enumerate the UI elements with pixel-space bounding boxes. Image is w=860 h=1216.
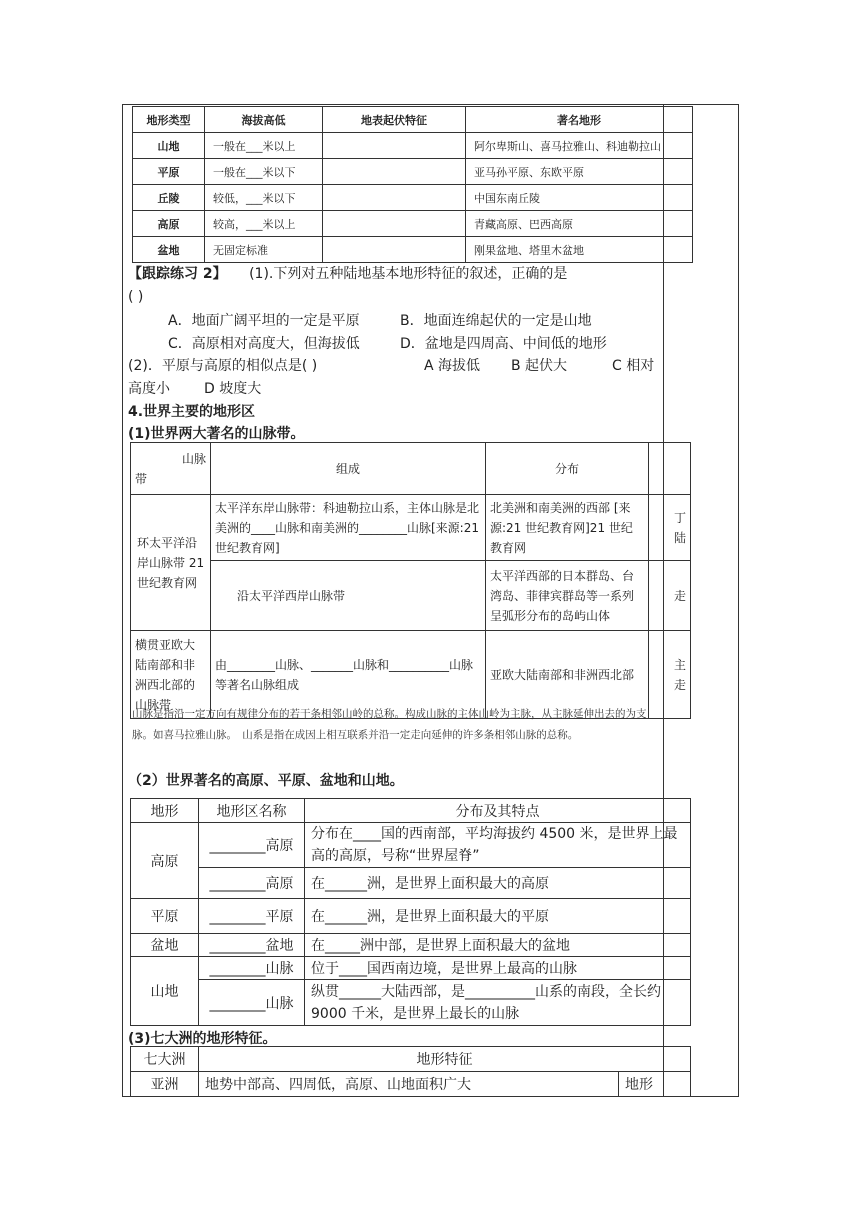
landform-examples: 阿尔卑斯山、喜马拉雅山、科迪勒拉山 [466, 133, 693, 159]
landform-relief [323, 237, 466, 263]
table-row [133, 133, 693, 159]
belt-name-eurasia: 横贯亚欧大陆南部和非洲西北部的山脉带 [131, 631, 211, 719]
landform-plateau: 高原 [131, 823, 199, 899]
header-cell: 著名地形 [466, 107, 693, 133]
extra-char: 丁 [673, 510, 686, 525]
pacific-west-composition: 沿太平洋西岸山脉带 [211, 561, 486, 631]
eurasia-composition: 由________山脉、_______山脉和__________山脉等著名山脉组成 [211, 631, 486, 719]
mountain-2-desc: 纵贯______大陆西部，是__________山系的南段，全长约 9000 千米，是世界上最长的山脉 [305, 980, 691, 1026]
exercise-q1-text: (1).下列对五种陆地基本地形特征的叙述，正确的是 [249, 266, 568, 282]
extra-char: 主 [673, 657, 686, 672]
landform-examples: 刚果盆地、塔里木盆地 [466, 237, 693, 263]
landform-examples: 青藏高原、巴西高原 [466, 211, 693, 237]
q2-option-b: B 起伏大 [511, 358, 568, 374]
mountain-2-name: ________山脉 [199, 980, 305, 1026]
option-a: A．地面广阔平坦的一定是平原 [168, 313, 360, 329]
header-cell: 海拔高低 [205, 107, 323, 133]
table-header-row [133, 107, 693, 133]
table-row [131, 495, 691, 561]
section-4-sub1: (1)世界两大著名的山脉带。 [128, 426, 305, 442]
landform-type: 盆地 [133, 237, 205, 263]
table-header-row [131, 443, 691, 495]
landform-altitude: 无固定标准 [205, 237, 323, 263]
landform-altitude: 较高，___米以上 [205, 211, 323, 237]
table-row [131, 561, 691, 631]
header-cell: 地形区名称 [199, 799, 305, 823]
landform-relief [323, 159, 466, 185]
landform-type: 平原 [133, 159, 205, 185]
mountain-belt-table [130, 442, 691, 719]
header-cell: 地形 [131, 799, 199, 823]
asia-features-tail: 地形 [619, 1072, 691, 1097]
option-d: D．盆地是四周高、中间低的地形 [400, 336, 607, 352]
mountain-1-desc: 位于____国西南边境，是世界上最高的山脉 [305, 957, 691, 980]
landform-altitude: 一般在___米以上 [205, 133, 323, 159]
content-area [128, 104, 686, 1097]
extra-cell [649, 495, 691, 561]
table-row [131, 934, 691, 957]
landform-relief [323, 211, 466, 237]
mountain-1-name: ________山脉 [199, 957, 305, 980]
section-4-sub2: （2）世界著名的高原、平原、盆地和山地。 [128, 773, 404, 789]
section-4-title: 4.世界主要的地形区 [128, 404, 256, 420]
header-cell: 地形类型 [133, 107, 205, 133]
extra-char: 走 [673, 677, 686, 692]
extra-char: 陆 [673, 530, 686, 545]
q2-option-c: C 相对 [612, 358, 655, 374]
table-header-row [131, 799, 691, 823]
landform-relief [323, 133, 466, 159]
eurasia-distribution: 亚欧大陆南部和非洲西北部 [486, 631, 649, 719]
continent-asia: 亚洲 [131, 1072, 199, 1097]
table-header-row [131, 1047, 691, 1072]
table-row [131, 980, 691, 1026]
exercise-q1-paren: ( ) [128, 289, 144, 305]
plain-name: ________平原 [199, 899, 305, 934]
header-cell: 分布及其特点 [305, 799, 691, 823]
pacific-west-distribution: 太平洋西部的日本群岛、台湾岛、菲律宾群岛等一系列呈弧形分布的岛屿山体 [486, 561, 649, 631]
header-extra [649, 443, 691, 495]
belt-name-pacific: 环太平洋沿岸山脉带 21 世纪教育网 [131, 495, 211, 631]
asia-features: 地势中部高、四周低，高原、山地面积广大 [199, 1072, 619, 1097]
landform-basin: 盆地 [131, 934, 199, 957]
exercise-q2-text: (2)．平原与高原的相似点是( ) [128, 358, 318, 374]
exercise-title: 【跟踪练习 2】 [128, 266, 227, 282]
plateau-2-name: ________高原 [199, 868, 305, 899]
landform-examples: 亚马孙平原、东欧平原 [466, 159, 693, 185]
pacific-east-distribution: 北美洲和南美洲的西部 [来源:21 世纪教育网]21 世纪教育网 [486, 495, 649, 561]
landform-table [132, 106, 693, 263]
landform-mountain: 山地 [131, 957, 199, 1026]
landform-type: 山地 [133, 133, 205, 159]
q2-option-d: D 坡度大 [204, 381, 262, 397]
basin-desc: 在_____洲中部，是世界上面积最大的盆地 [305, 934, 691, 957]
pacific-east-composition: 太平洋东岸山脉带：科迪勒拉山系，主体山脉是北美洲的____山脉和南美洲的________山脉[来源:21 世纪教育网] [211, 495, 486, 561]
landform-relief [323, 185, 466, 211]
basin-name: ________盆地 [199, 934, 305, 957]
section-4-sub3: (3)七大洲的地形特征。 [128, 1031, 277, 1047]
plateau-2-desc: 在______洲，是世界上面积最大的高原 [305, 868, 691, 899]
landform-type: 高原 [133, 211, 205, 237]
header-cell: 七大洲 [131, 1047, 199, 1072]
plateau-1-desc: 分布在____国的西南部，平均海拔约 4500 米，是世界上最高的高原，号称“世界屋脊” [305, 823, 691, 868]
table-row [131, 899, 691, 934]
landform-altitude: 较低，___米以下 [205, 185, 323, 211]
header-cell: 地形特征 [199, 1047, 691, 1072]
q2-option-a: A 海拔低 [424, 358, 481, 374]
plateau-1-name: ________高原 [199, 823, 305, 868]
header-cell: 地表起伏特征 [323, 107, 466, 133]
table-row [131, 957, 691, 980]
header-corner [131, 443, 211, 495]
option-b: B．地面连绵起伏的一定是山地 [400, 313, 592, 329]
exercise-question-1 [128, 263, 567, 285]
extra-cell: 走 [649, 561, 691, 631]
header-corner-bottom: 带 [135, 471, 148, 486]
table-row [133, 185, 693, 211]
option-c: C．高原相对高度大，但海拔低 [168, 336, 360, 352]
table-row [131, 1072, 691, 1097]
mountain-note: 山脉是指沿一定方向有规律分布的若干条相邻山岭的总称。构成山脉的主体山岭为主脉，从主脉延伸出去的为支脉。如喜马拉雅山脉。 山系是指在成因上相互联系并沿一定走向延伸的许多条相邻山脉的总称。 [132, 708, 647, 741]
landform-region-table [130, 798, 691, 1026]
table-row [131, 868, 691, 899]
table-row [133, 211, 693, 237]
table-row [133, 237, 693, 263]
table-row [131, 823, 691, 868]
landform-examples: 中国东南丘陵 [466, 185, 693, 211]
q2-option-c-cont: 高度小 [128, 381, 170, 397]
header-distribution: 分布 [486, 443, 649, 495]
landform-plain: 平原 [131, 899, 199, 934]
continent-table [130, 1046, 691, 1097]
landform-type: 丘陵 [133, 185, 205, 211]
header-composition: 组成 [211, 443, 486, 495]
plain-desc: 在______洲，是世界上面积最大的平原 [305, 899, 691, 934]
table-row [133, 159, 693, 185]
header-corner-top: 山脉 [181, 451, 206, 466]
landform-altitude: 一般在___米以下 [205, 159, 323, 185]
